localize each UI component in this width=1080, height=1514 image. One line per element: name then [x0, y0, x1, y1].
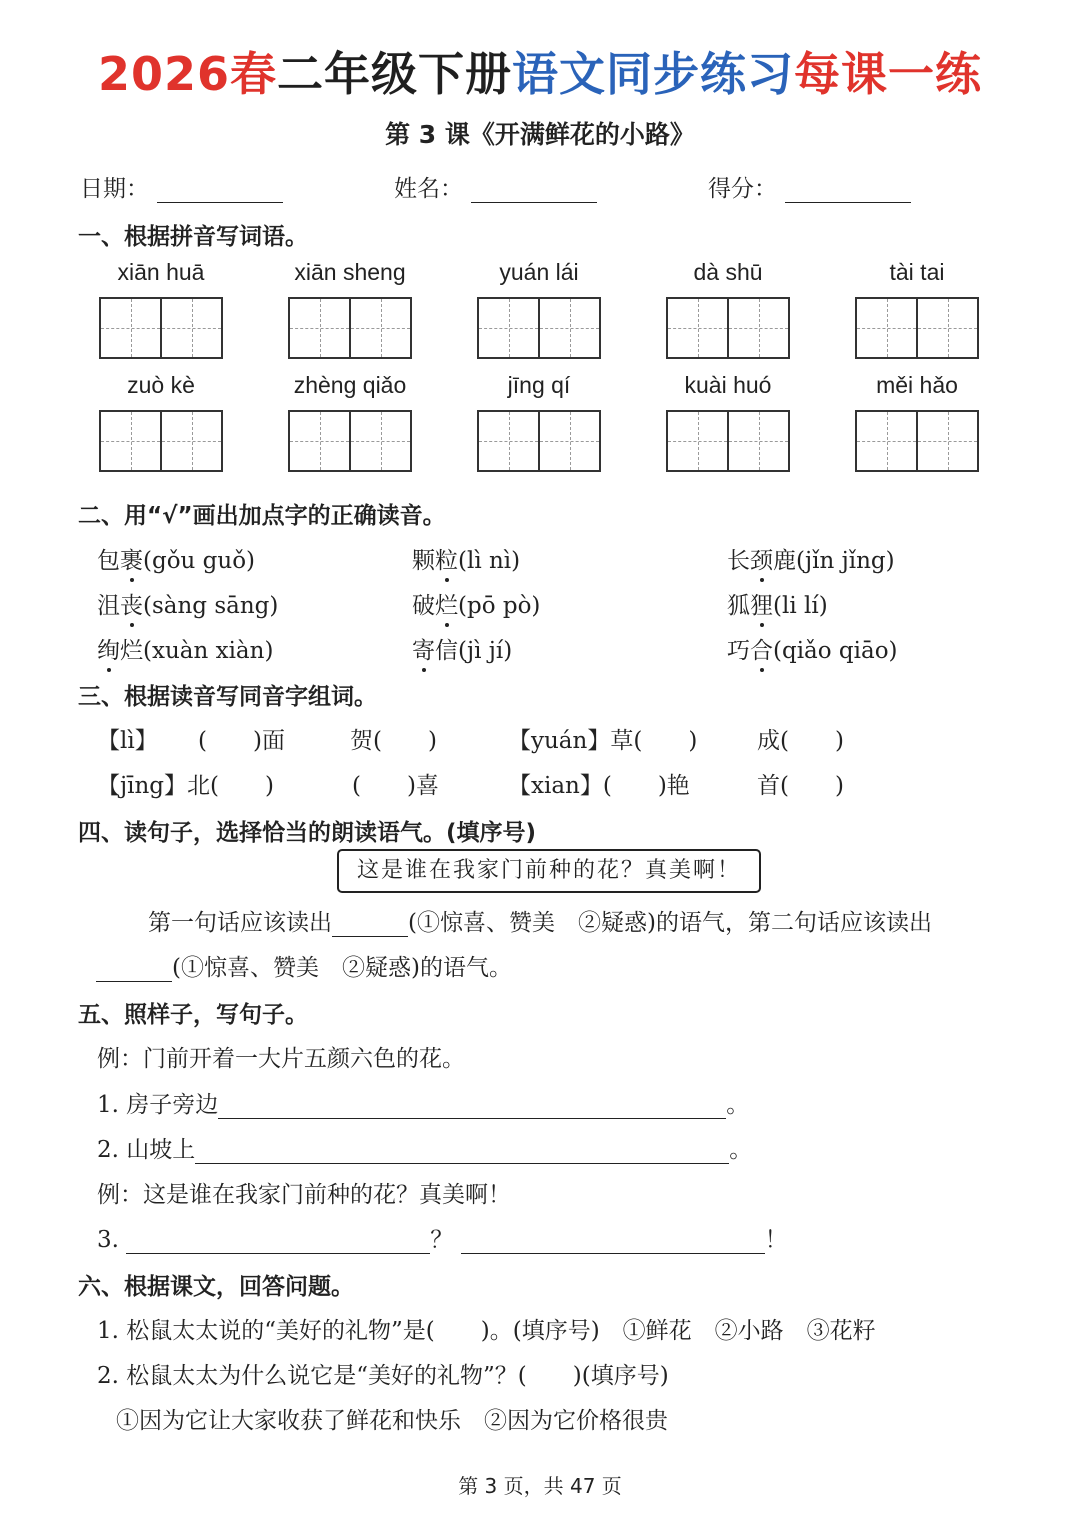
homophone-blank[interactable]: 【jīng】北( ) — [97, 773, 274, 799]
sentence-question: 3. ？ ！ — [97, 1227, 788, 1253]
reading-item[interactable]: 绚烂(xuàn xiàn) — [97, 632, 273, 665]
page-number: 第 3 页，共 47 页 — [458, 1474, 622, 1498]
reading-item[interactable]: 沮丧(sàng sāng) — [97, 587, 278, 620]
tone-answer-blank[interactable] — [332, 912, 408, 937]
writing-grid[interactable] — [855, 297, 979, 359]
score-field — [708, 170, 911, 203]
sentence-answer-line[interactable] — [218, 1094, 726, 1119]
writing-grid[interactable] — [99, 297, 223, 359]
reading-item[interactable]: 巧合(qiǎo qiāo) — [727, 632, 898, 665]
title-year: 2026春 — [97, 47, 278, 101]
example-sentence: 例：门前开着一大片五颜六色的花。 — [97, 1046, 465, 1072]
reading-item[interactable]: 破烂(pō pò) — [412, 587, 540, 620]
homophone-blank[interactable]: 【xian】( )艳 — [508, 773, 690, 799]
tone-question-line2: (①惊喜、赞美 ②疑惑)的语气。 — [96, 949, 512, 982]
lesson-subtitle: 第 3 课《开满鲜花的小路》 — [385, 120, 695, 149]
section1-title: 一、根据拼音写词语。 — [78, 224, 308, 250]
dotted-char: 绚 — [97, 632, 120, 665]
pinyin-options[interactable]: (jì jí) — [458, 638, 513, 664]
writing-grid[interactable] — [288, 410, 412, 472]
date-input-line[interactable] — [157, 176, 283, 203]
reading-item[interactable]: 包裹(gǒu guǒ) — [97, 542, 255, 575]
sentence-answer-line[interactable] — [126, 1229, 430, 1254]
dotted-char: 颈 — [750, 542, 773, 575]
tone-question-line1: 第一句话应该读出 (①惊喜、赞美 ②疑惑)的语气，第二句话应该读出 — [148, 910, 932, 936]
reading-item[interactable]: 颗粒(lì nì) — [412, 542, 520, 575]
writing-grid[interactable] — [477, 297, 601, 359]
pinyin-label: měi hǎo — [876, 372, 958, 398]
score-input-line[interactable] — [785, 176, 911, 203]
pinyin-options[interactable]: (qiǎo qiāo) — [773, 638, 898, 664]
date-label: 日期： — [80, 176, 149, 202]
dotted-char: 狸 — [750, 587, 773, 620]
writing-grid[interactable] — [288, 297, 412, 359]
pinyin-label: dà shū — [693, 259, 763, 285]
homophone-key: 【lì】 — [97, 728, 158, 754]
dotted-char: 烂 — [435, 587, 458, 620]
dotted-char: 合 — [750, 632, 773, 665]
pinyin-options[interactable]: (lì nì) — [458, 548, 521, 574]
homophone-blank[interactable]: 【yuán】草( ) — [508, 728, 698, 754]
reading-item[interactable]: 狐狸(li lí) — [727, 587, 828, 620]
title-grade: 二年级下册 — [277, 47, 513, 101]
pinyin-options[interactable]: (jǐn jǐng) — [796, 548, 895, 574]
section5-title: 五、照样子，写句子。 — [78, 1002, 308, 1028]
pinyin-label: yuán lái — [499, 259, 579, 285]
pinyin-options[interactable]: (xuàn xiàn) — [143, 638, 274, 664]
homophone-blank[interactable]: ( )喜 — [352, 773, 439, 799]
reading-item[interactable]: 寄信(jì jí) — [412, 632, 512, 665]
pinyin-label: zhèng qiǎo — [293, 372, 407, 398]
pinyin-label: zuò kè — [127, 372, 195, 398]
page-title — [0, 38, 1080, 104]
homophone-blank[interactable]: 成( ) — [757, 728, 844, 754]
pinyin-options[interactable]: (gǒu guǒ) — [143, 548, 256, 574]
pinyin-label: xiān huā — [117, 259, 205, 285]
example-sentence-box: 这是谁在我家门前种的花？真美啊！ — [337, 849, 761, 893]
score-label: 得分： — [708, 176, 777, 202]
sentence-answer-line[interactable] — [195, 1139, 729, 1164]
comprehension-question[interactable]: 2. 松鼠太太为什么说它是“美好的礼物”？( )(填序号) — [97, 1363, 669, 1389]
sentence-answer-line[interactable] — [461, 1229, 765, 1254]
homophone-blank[interactable]: ( )面 — [198, 728, 285, 754]
comprehension-question[interactable]: 1. 松鼠太太说的“美好的礼物”是( )。(填序号) ①鲜花 ②小路 ③花籽 — [97, 1318, 876, 1344]
name-field — [394, 170, 597, 203]
pinyin-label: kuài huó — [684, 372, 772, 398]
dotted-char: 丧 — [120, 587, 143, 620]
writing-grid[interactable] — [666, 297, 790, 359]
pinyin-label: tài tai — [889, 259, 945, 285]
name-label: 姓名： — [394, 176, 463, 202]
writing-grid[interactable] — [666, 410, 790, 472]
pinyin-label: xiān sheng — [294, 259, 406, 285]
pinyin-options[interactable]: (pō pò) — [458, 593, 541, 619]
title-subject: 语文同步练习 — [512, 47, 795, 101]
example-sentence: 例：这是谁在我家门前种的花？真美啊！ — [97, 1182, 511, 1208]
dotted-char: 粒 — [435, 542, 458, 575]
name-input-line[interactable] — [471, 176, 597, 203]
pinyin-options[interactable]: (li lí) — [773, 593, 828, 619]
writing-grid[interactable] — [99, 410, 223, 472]
title-tail: 每课一练 — [794, 47, 983, 101]
section4-title: 四、读句子，选择恰当的朗读语气。(填序号) — [78, 820, 537, 846]
section3-title: 三、根据读音写同音字组词。 — [78, 684, 377, 710]
pinyin-label: jīng qí — [507, 372, 571, 398]
homophone-blank[interactable]: 首( ) — [757, 773, 844, 799]
writing-grid[interactable] — [477, 410, 601, 472]
dotted-char: 寄 — [412, 632, 435, 665]
reading-item[interactable]: 长颈鹿(jǐn jǐng) — [727, 542, 895, 575]
dotted-char: 裹 — [120, 542, 143, 575]
sentence-question: 2. 山坡上 。 — [97, 1137, 753, 1163]
writing-grid[interactable] — [855, 410, 979, 472]
homophone-blank[interactable]: 贺( ) — [350, 728, 437, 754]
comprehension-options: ①因为它让大家收获了鲜花和快乐 ②因为它价格很贵 — [116, 1408, 668, 1434]
pinyin-options[interactable]: (sàng sāng) — [143, 593, 279, 619]
sentence-question: 1. 房子旁边 。 — [97, 1092, 750, 1118]
section2-title: 二、用“√”画出加点字的正确读音。 — [78, 503, 446, 529]
section6-title: 六、根据课文，回答问题。 — [78, 1274, 354, 1300]
date-field — [80, 170, 283, 203]
tone-answer-blank[interactable] — [96, 957, 172, 982]
